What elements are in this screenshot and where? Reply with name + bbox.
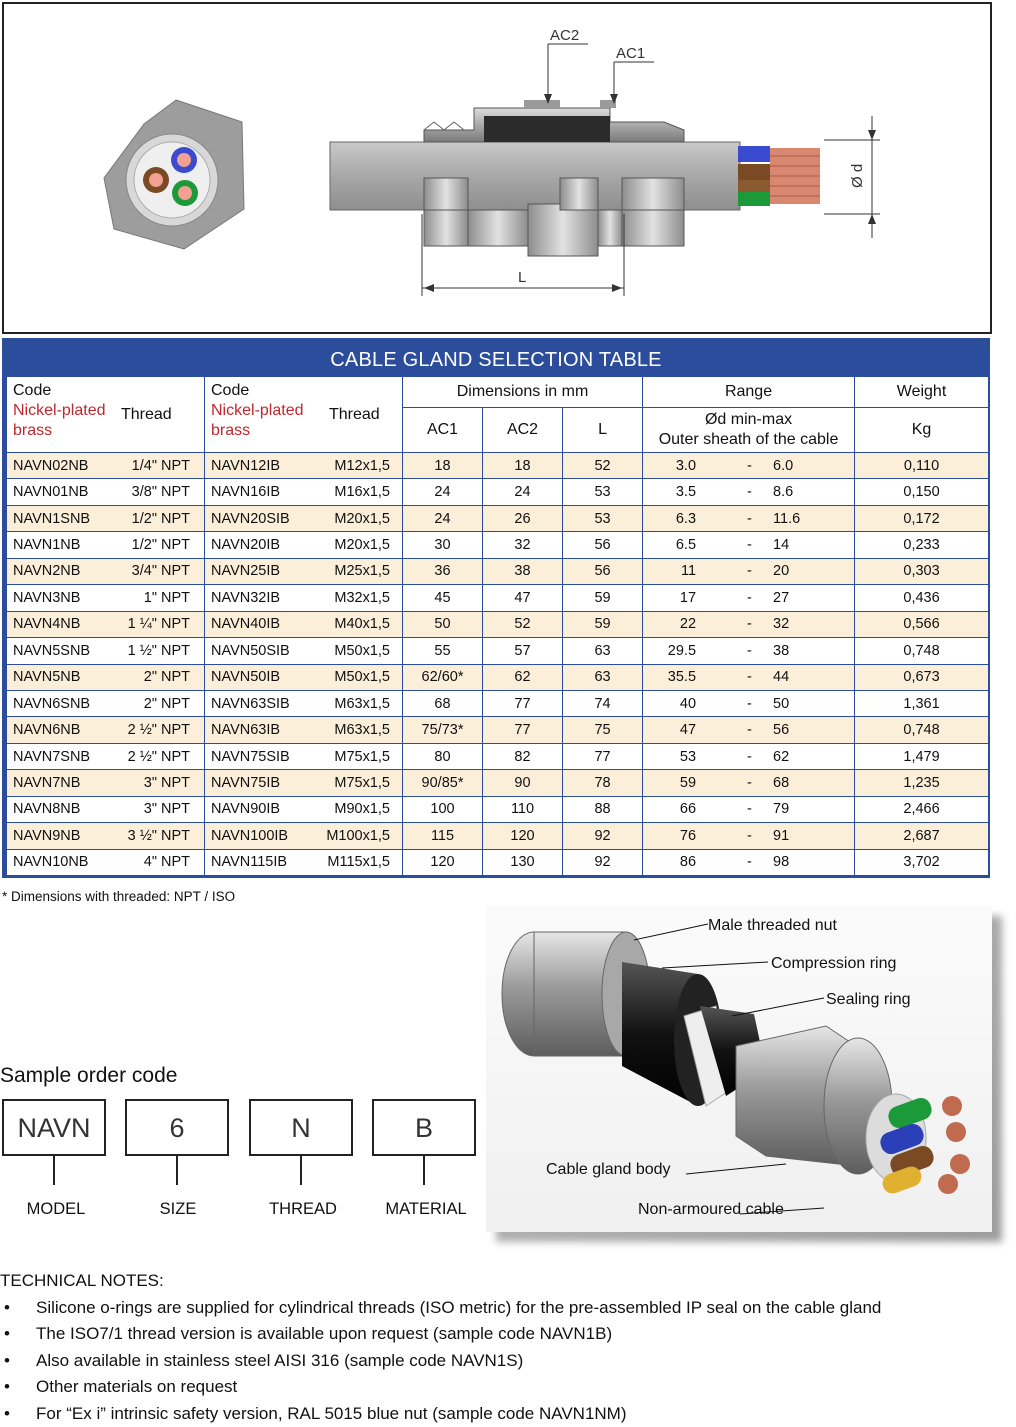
cell-weight: 0,150 (855, 479, 989, 505)
range-dash: - (747, 643, 752, 659)
order-label-material: MATERIAL (356, 1200, 496, 1219)
range-dash: - (747, 801, 752, 817)
cell-npt (7, 743, 205, 769)
cell-ac2: 77 (483, 690, 563, 716)
cell-thread-iso: M75x1,5 (334, 749, 390, 765)
cell-range (643, 796, 855, 822)
range-min: 22 (680, 616, 696, 632)
cell-ac1: 115 (403, 823, 483, 849)
cell-ac2: 26 (483, 505, 563, 531)
cell-thread-iso: M63x1,5 (334, 722, 390, 738)
cell-code-iso: NAVN40IB (211, 616, 280, 632)
cell-thread-npt: 1/2" NPT (132, 511, 190, 527)
cell-thread-npt: 3" NPT (144, 801, 190, 817)
cell-thread-iso: M75x1,5 (334, 775, 390, 791)
cell-thread-npt: 2 ½" NPT (128, 749, 190, 765)
cell-ac2: 77 (483, 717, 563, 743)
cell-ac1: 50 (403, 611, 483, 637)
cell-npt (7, 823, 205, 849)
table-row (7, 453, 989, 479)
cell-ac1: 24 (403, 505, 483, 531)
note-item: • Silicone o-rings are supplied for cylindrical threads (ISO metric) for the pre-assembled IP seal on the cable gland (0, 1295, 881, 1322)
cell-thread-iso: M50x1,5 (334, 643, 390, 659)
cell-ac1: 24 (403, 479, 483, 505)
cell-weight: 0,566 (855, 611, 989, 637)
cell-ac1: 36 (403, 558, 483, 584)
cell-code-npt: NAVN1SNB (13, 511, 90, 527)
range-max: 14 (773, 537, 789, 553)
cell-code-npt: NAVN9NB (13, 828, 80, 844)
cell-l: 63 (563, 638, 643, 664)
sample-order-title: Sample order code (0, 1064, 177, 1088)
cell-l: 74 (563, 690, 643, 716)
order-box-model: NAVN (2, 1099, 106, 1156)
cell-ac1: 100 (403, 796, 483, 822)
cell-npt (7, 611, 205, 637)
cell-weight: 1,235 (855, 770, 989, 796)
cell-ac1: 80 (403, 743, 483, 769)
cell-range (643, 532, 855, 558)
cell-range (643, 690, 855, 716)
table-row (7, 558, 989, 584)
cell-code-npt: NAVN02NB (13, 458, 88, 474)
cell-l: 92 (563, 849, 643, 875)
cell-weight: 2,687 (855, 823, 989, 849)
header-range-sub: Ød min-max Outer sheath of the cable (643, 408, 855, 453)
range-max: 68 (773, 775, 789, 791)
cell-weight: 3,702 (855, 849, 989, 875)
cell-code-npt: NAVN5SNB (13, 643, 90, 659)
table-row (7, 743, 989, 769)
header-code-iso: Code Nickel-plated brass Thread (205, 377, 403, 453)
cell-range (643, 770, 855, 796)
cell-weight: 1,361 (855, 690, 989, 716)
cell-weight: 0,748 (855, 717, 989, 743)
cell-code-npt: NAVN2NB (13, 563, 80, 579)
cell-iso (205, 638, 403, 664)
length-label: L (518, 269, 526, 286)
order-label-thread: THREAD (233, 1200, 373, 1219)
cell-weight: 0,233 (855, 532, 989, 558)
cell-thread-iso: M100x1,5 (326, 828, 390, 844)
cell-ac2: 110 (483, 796, 563, 822)
cell-code-iso: NAVN115IB (211, 854, 287, 870)
cell-npt (7, 558, 205, 584)
cell-ac2: 82 (483, 743, 563, 769)
cell-thread-iso: M40x1,5 (334, 616, 390, 632)
cell-thread-npt: 1 ¼" NPT (128, 616, 190, 632)
cell-l: 88 (563, 796, 643, 822)
cell-thread-npt: 3/8" NPT (132, 484, 190, 500)
technical-drawing (2, 2, 992, 334)
range-min: 3.5 (676, 484, 696, 500)
cell-range (643, 611, 855, 637)
cell-range (643, 717, 855, 743)
exploded-gland-drawing (486, 906, 992, 1232)
cell-npt (7, 638, 205, 664)
table-row (7, 611, 989, 637)
cell-weight: 2,466 (855, 796, 989, 822)
range-max: 11.6 (773, 511, 800, 527)
cell-iso (205, 611, 403, 637)
cell-ac1: 55 (403, 638, 483, 664)
cell-iso (205, 664, 403, 690)
cell-code-iso: NAVN100IB (211, 828, 288, 844)
range-dash: - (747, 616, 752, 632)
cell-iso (205, 505, 403, 531)
range-dash: - (747, 722, 752, 738)
cell-weight: 0,748 (855, 638, 989, 664)
cell-l: 59 (563, 611, 643, 637)
cell-npt (7, 770, 205, 796)
cell-range (643, 505, 855, 531)
cable-conductors (738, 146, 820, 206)
cell-range (643, 585, 855, 611)
cell-code-iso: NAVN50IB (211, 669, 280, 685)
cell-code-npt: NAVN7NB (13, 775, 80, 791)
cell-thread-iso: M115x1,5 (327, 854, 390, 870)
order-connector (176, 1156, 178, 1185)
range-dash: - (747, 669, 752, 685)
cell-weight: 0,172 (855, 505, 989, 531)
cell-l: 78 (563, 770, 643, 796)
table-row (7, 664, 989, 690)
cell-code-npt: NAVN3NB (13, 590, 80, 606)
cell-code-iso: NAVN50SIB (211, 643, 290, 659)
cell-iso (205, 558, 403, 584)
footnote: * Dimensions with threaded: NPT / ISO (2, 889, 235, 904)
gland-upper-section (424, 100, 684, 142)
cell-code-iso: NAVN75IB (211, 775, 280, 791)
cell-code-npt: NAVN7SNB (13, 749, 90, 765)
table-row (7, 849, 989, 875)
cell-thread-iso: M90x1,5 (334, 801, 390, 817)
cell-thread-npt: 2" NPT (144, 669, 190, 685)
table-title: CABLE GLAND SELECTION TABLE (4, 340, 988, 376)
order-label-size: SIZE (108, 1200, 248, 1219)
cell-ac2: 38 (483, 558, 563, 584)
cell-ac2: 62 (483, 664, 563, 690)
selection-table (6, 376, 989, 876)
order-connector (53, 1156, 55, 1185)
cell-thread-iso: M20x1,5 (334, 511, 390, 527)
order-label-model: MODEL (0, 1200, 126, 1219)
range-max: 6.0 (773, 458, 793, 474)
cell-npt (7, 796, 205, 822)
range-dash: - (747, 458, 752, 474)
range-min: 3.0 (676, 458, 696, 474)
note-item: • For “Ex i” intrinsic safety version, RAL 5015 blue nut (sample code NAVN1NM) (0, 1401, 881, 1427)
range-dash: - (747, 749, 752, 765)
table-row (7, 796, 989, 822)
label-male-nut: Male threaded nut (708, 917, 838, 934)
cell-iso (205, 849, 403, 875)
cell-iso (205, 796, 403, 822)
cell-code-npt: NAVN1NB (13, 537, 80, 553)
cell-thread-npt: 3 ½" NPT (128, 828, 190, 844)
range-dash: - (747, 775, 752, 791)
range-min: 35.5 (668, 669, 696, 685)
cell-code-npt: NAVN01NB (13, 484, 88, 500)
cell-thread-npt: 2" NPT (144, 696, 190, 712)
order-box-size: 6 (125, 1099, 229, 1156)
cell-thread-npt: 3" NPT (144, 775, 190, 791)
cell-code-iso: NAVN20SIB (211, 511, 290, 527)
cell-code-npt: NAVN6NB (13, 722, 80, 738)
cell-iso (205, 823, 403, 849)
cell-npt (7, 585, 205, 611)
cell-l: 59 (563, 585, 643, 611)
cell-code-iso: NAVN20IB (211, 537, 280, 553)
table-row (7, 690, 989, 716)
header-ac2: AC2 (483, 408, 563, 453)
header-weight: Weight (855, 377, 989, 408)
cell-ac2: 90 (483, 770, 563, 796)
order-box-thread: N (249, 1099, 353, 1156)
cell-code-npt: NAVN10NB (13, 854, 88, 870)
cell-npt (7, 849, 205, 875)
cell-thread-iso: M16x1,5 (334, 484, 390, 500)
cell-thread-npt: 2 ½" NPT (128, 722, 190, 738)
label-body: Cable gland body (546, 1161, 671, 1178)
cell-l: 77 (563, 743, 643, 769)
cell-code-npt: NAVN8NB (13, 801, 80, 817)
cell-code-iso: NAVN90IB (211, 801, 280, 817)
cell-ac2: 18 (483, 453, 563, 479)
range-max: 8.6 (773, 484, 793, 500)
header-code-npt: Code Nickel-plated brass Thread (7, 377, 205, 453)
cell-iso (205, 770, 403, 796)
cell-range (643, 479, 855, 505)
cell-code-iso: NAVN63IB (211, 722, 280, 738)
range-max: 32 (773, 616, 789, 632)
cell-npt (7, 453, 205, 479)
cell-thread-npt: 4" NPT (144, 854, 190, 870)
cell-weight: 0,673 (855, 664, 989, 690)
table-row (7, 823, 989, 849)
header-range: Range (643, 377, 855, 408)
table-row (7, 532, 989, 558)
cell-l: 52 (563, 453, 643, 479)
cell-ac1: 30 (403, 532, 483, 558)
diameter-label: Ø d (849, 164, 866, 188)
table-row (7, 770, 989, 796)
range-dash: - (747, 828, 752, 844)
range-dash: - (747, 590, 752, 606)
cell-code-npt: NAVN5NB (13, 669, 80, 685)
cell-ac2: 52 (483, 611, 563, 637)
cell-l: 63 (563, 664, 643, 690)
cell-thread-npt: 1" NPT (144, 590, 190, 606)
cell-l: 56 (563, 532, 643, 558)
header-weight-unit: Kg (855, 408, 989, 453)
header-ac1: AC1 (403, 408, 483, 453)
cell-range (643, 849, 855, 875)
ac2-label: AC2 (550, 27, 579, 44)
cell-code-iso: NAVN12IB (211, 458, 280, 474)
cell-ac2: 57 (483, 638, 563, 664)
end-view (104, 100, 244, 249)
range-dash: - (747, 563, 752, 579)
selection-table-panel (2, 338, 990, 878)
label-sealing-ring: Sealing ring (826, 991, 911, 1008)
cell-thread-iso: M12x1,5 (334, 458, 390, 474)
range-max: 50 (773, 696, 789, 712)
range-max: 79 (773, 801, 789, 817)
cell-ac1: 68 (403, 690, 483, 716)
notes-title: TECHNICAL NOTES: (0, 1268, 881, 1295)
header-l: L (563, 408, 643, 453)
range-min: 76 (680, 828, 696, 844)
range-min: 40 (680, 696, 696, 712)
note-item: • Also available in stainless steel AISI 316 (sample code NAVN1S) (0, 1348, 881, 1375)
cell-l: 75 (563, 717, 643, 743)
range-min: 6.5 (676, 537, 696, 553)
cell-iso (205, 717, 403, 743)
cell-weight: 1,479 (855, 743, 989, 769)
order-box-material: B (372, 1099, 476, 1156)
range-min: 86 (680, 854, 696, 870)
range-dash: - (747, 484, 752, 500)
cell-ac2: 32 (483, 532, 563, 558)
cell-iso (205, 453, 403, 479)
order-connector (423, 1156, 425, 1185)
cell-l: 53 (563, 505, 643, 531)
label-compression-ring: Compression ring (771, 955, 896, 972)
cell-thread-npt: 1 ½" NPT (128, 643, 190, 659)
range-min: 17 (680, 590, 696, 606)
cell-ac1: 18 (403, 453, 483, 479)
ac1-label: AC1 (616, 45, 645, 62)
cell-range (643, 453, 855, 479)
cell-ac2: 120 (483, 823, 563, 849)
range-min: 59 (680, 775, 696, 791)
cell-ac2: 24 (483, 479, 563, 505)
cell-npt (7, 505, 205, 531)
note-item: • The ISO7/1 thread version is available upon request (sample code NAVN1B) (0, 1321, 881, 1348)
cell-thread-npt: 1/2" NPT (132, 537, 190, 553)
range-max: 38 (773, 643, 789, 659)
cell-code-npt: NAVN6SNB (13, 696, 90, 712)
cell-npt (7, 717, 205, 743)
cell-ac2: 47 (483, 585, 563, 611)
range-min: 11 (681, 563, 696, 579)
cell-range (643, 558, 855, 584)
range-max: 56 (773, 722, 789, 738)
cell-ac1: 75/73* (403, 717, 483, 743)
cell-code-iso: NAVN25IB (211, 563, 280, 579)
range-max: 98 (773, 854, 789, 870)
cell-iso (205, 690, 403, 716)
cell-npt (7, 690, 205, 716)
range-dash: - (747, 537, 752, 553)
cell-iso (205, 479, 403, 505)
cell-iso (205, 743, 403, 769)
range-min: 53 (680, 749, 696, 765)
technical-notes (0, 1268, 881, 1427)
range-min: 6.3 (676, 511, 696, 527)
range-dash: - (747, 696, 752, 712)
range-max: 20 (773, 563, 789, 579)
cell-l: 56 (563, 558, 643, 584)
range-min: 66 (680, 801, 696, 817)
range-min: 29.5 (668, 643, 696, 659)
cell-range (643, 823, 855, 849)
cell-iso (205, 532, 403, 558)
cell-npt (7, 532, 205, 558)
cell-thread-iso: M63x1,5 (334, 696, 390, 712)
range-max: 44 (773, 669, 789, 685)
product-illustration (486, 906, 1002, 1242)
cell-code-iso: NAVN16IB (211, 484, 280, 500)
table-row (7, 479, 989, 505)
note-item: • Other materials on request (0, 1374, 881, 1401)
cell-thread-npt: 3/4" NPT (132, 563, 190, 579)
cell-ac1: 45 (403, 585, 483, 611)
cell-range (643, 664, 855, 690)
cell-l: 92 (563, 823, 643, 849)
range-max: 62 (773, 749, 789, 765)
cell-code-npt: NAVN4NB (13, 616, 80, 632)
cell-thread-iso: M25x1,5 (334, 563, 390, 579)
cell-weight: 0,303 (855, 558, 989, 584)
cell-range (643, 638, 855, 664)
table-row (7, 717, 989, 743)
cell-npt (7, 664, 205, 690)
table-row (7, 505, 989, 531)
cell-iso (205, 585, 403, 611)
cell-weight: 0,110 (855, 453, 989, 479)
cell-ac1: 62/60* (403, 664, 483, 690)
cell-thread-iso: M20x1,5 (334, 537, 390, 553)
cell-npt (7, 479, 205, 505)
cell-thread-npt: 1/4" NPT (132, 458, 190, 474)
cell-range (643, 743, 855, 769)
cable-gland-section-drawing (4, 4, 990, 332)
cell-code-iso: NAVN32IB (211, 590, 280, 606)
cell-code-iso: NAVN75SIB (211, 749, 290, 765)
range-dash: - (747, 854, 752, 870)
cell-ac1: 120 (403, 849, 483, 875)
cell-ac2: 130 (483, 849, 563, 875)
table-row (7, 638, 989, 664)
range-max: 27 (773, 590, 789, 606)
cell-weight: 0,436 (855, 585, 989, 611)
range-min: 47 (680, 722, 696, 738)
table-row (7, 585, 989, 611)
cell-thread-iso: M50x1,5 (334, 669, 390, 685)
cell-thread-iso: M32x1,5 (334, 590, 390, 606)
range-max: 91 (773, 828, 789, 844)
cell-ac1: 90/85* (403, 770, 483, 796)
range-dash: - (747, 511, 752, 527)
cell-code-iso: NAVN63SIB (211, 696, 290, 712)
header-dimensions: Dimensions in mm (403, 377, 643, 408)
order-connector (300, 1156, 302, 1185)
cell-l: 53 (563, 479, 643, 505)
label-cable: Non-armoured cable (638, 1201, 784, 1218)
